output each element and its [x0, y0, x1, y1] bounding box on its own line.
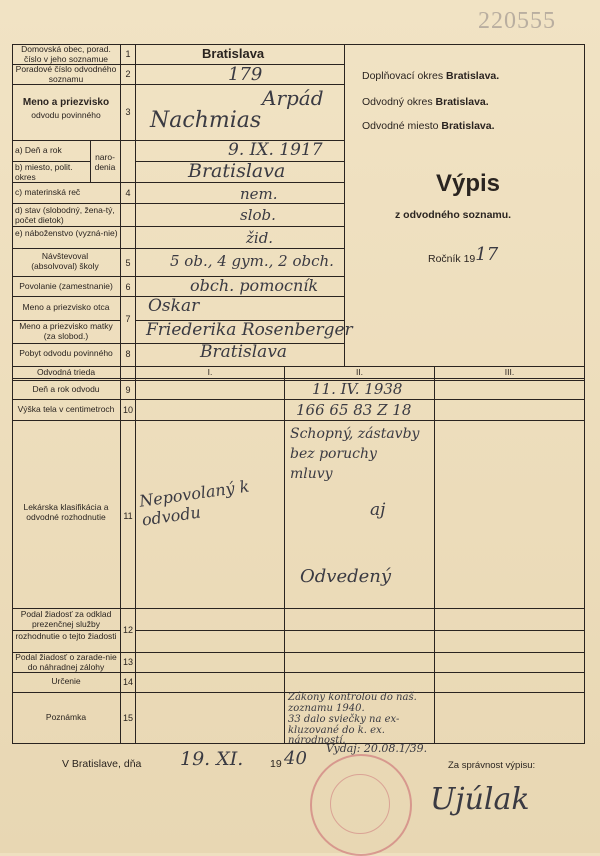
row-number: 8 [125, 349, 131, 359]
footer-spravnost: Za správnost výpisu: [448, 760, 536, 771]
row-number: 11 [123, 511, 133, 521]
value-domovska-obec: Bratislava [202, 46, 265, 61]
document-subtitle: z odvodného soznamu. [395, 209, 512, 221]
class-col-3: III. [504, 367, 515, 377]
row-number: 15 [122, 713, 133, 723]
note-line-2: zoznamu 1940. [288, 703, 365, 714]
value-residence: Bratislava [200, 342, 288, 362]
value-poradove-cislo: 179 [228, 64, 263, 85]
grid-line [284, 366, 285, 743]
label-den-rok: a) Deň a rok [15, 145, 62, 155]
grid-line [344, 44, 345, 366]
grid-line [584, 44, 585, 744]
footer-date: 19. XI. [180, 748, 244, 770]
grid-line [12, 672, 584, 673]
label-nabozenstvo: e) náboženstvo (vyzná-nie) [15, 228, 118, 238]
value-mother-name: Friederika Rosenberger [146, 320, 353, 340]
grid-line [12, 380, 584, 381]
grid-line [12, 366, 584, 367]
label-ziadost-odklad: Podal žiadosť za odklad prezenčnej služby [20, 609, 112, 629]
odvodne-miesto-label: Odvodné miesto [362, 120, 439, 132]
grid-line [12, 203, 344, 204]
odvodne-miesto-value: Bratislava. [441, 120, 495, 132]
label-miesto: b) miesto, polit. okres [15, 162, 73, 182]
row-number: 5 [125, 258, 131, 268]
value-last-name: Nachmias [150, 108, 262, 133]
label-poznamka: Poznámka [45, 712, 87, 722]
grid-line [136, 630, 584, 631]
label-meno-otca: Meno a priezvisko otca [22, 302, 110, 312]
odvodny-okres-value: Bratislava. [435, 96, 489, 108]
label-meno-priezvisko: Meno a priezvisko [22, 97, 110, 108]
row-number: 1 [125, 49, 131, 59]
label-odvodna-trieda: Odvodná trieda [36, 367, 96, 377]
row-number: 10 [122, 405, 133, 415]
row-number: 14 [122, 677, 133, 687]
label-meno-matky: Meno a priezvisko matky (za slobod.) [19, 321, 113, 341]
value-schools: 5 ob., 4 gym., 2 obch. [170, 252, 334, 270]
value-religion: žid. [246, 229, 274, 247]
row-number: 6 [125, 282, 131, 292]
odvodne-miesto [362, 120, 495, 132]
grid-line [136, 182, 344, 183]
grid-line [12, 226, 344, 227]
rocnik-value: 17 [475, 244, 499, 265]
value-draft-date: 11. IV. 1938 [312, 380, 403, 398]
class-col-2: II. [355, 367, 364, 377]
label-den-odvodu: Deň a rok odvodu [32, 384, 100, 394]
class-col-1: I. [207, 367, 213, 377]
grid-line [12, 420, 584, 421]
row-number: 2 [125, 69, 131, 79]
footer-year: 40 [284, 748, 307, 769]
row-number: 13 [122, 657, 133, 667]
label-lekarska-klasifikacia: Lekárska klasifikácia a odvodné rozhodnutie [23, 502, 109, 522]
label-vyska: Výška tela v centimetroch [17, 404, 115, 414]
value-mother-tongue: nem. [240, 185, 278, 203]
notary-seal [310, 754, 412, 856]
value-occupation: obch. pomocník [190, 276, 319, 295]
row-number: 7 [125, 314, 131, 324]
label-urcenie: Určenie [51, 676, 81, 686]
doplnovaci-okres-value: Bratislava. [446, 70, 500, 82]
signature: Ujúlak [430, 782, 530, 817]
document-title: Výpis [436, 170, 501, 197]
grid-line [12, 248, 344, 249]
grid-line [12, 44, 13, 744]
value-classification-col2-a: Schopný, zástavby [290, 426, 420, 442]
odvodny-okres-label: Odvodný okres [362, 96, 433, 108]
seal-inner-ring [330, 774, 390, 834]
value-first-name: Arpád [262, 86, 324, 110]
grid-line [434, 366, 435, 743]
note-line-5: národností. [288, 735, 346, 746]
rocnik [428, 246, 498, 267]
label-domovska-obec: Domovská obec, porad. číslo v jeho soznamue [21, 44, 111, 64]
doplnovaci-okres [362, 70, 499, 82]
value-father-name: Oskar [148, 296, 200, 316]
note-line-4: kluzované do k. ex. [288, 725, 385, 736]
value-birth-place: Bratislava [188, 160, 286, 182]
label-pobyt: Pobyt odvodu povinného [19, 348, 113, 358]
label-materinska-rec: c) materinská reč [15, 187, 81, 197]
note-line-1: Zákony kontrolou do naš. [288, 692, 417, 703]
row-number: 12 [122, 625, 133, 635]
value-classification-col2-c: mluvy [290, 466, 333, 482]
row-number: 4 [125, 188, 131, 198]
grid-line [12, 343, 344, 344]
grid-line [12, 84, 344, 85]
grid-line [135, 44, 136, 744]
value-classification-col2-e: Odvedený [300, 566, 392, 587]
label-narodenia: naro- denia [94, 152, 116, 172]
label-povolanie: Povolanie (zamestnanie) [19, 281, 113, 291]
value-classification-col1: Nepovolaný k odvodu [138, 476, 251, 530]
doplnovaci-okres-label: Doplňovací okres [362, 70, 444, 82]
label-skoly: Návštevoval (absolvoval) školy [31, 251, 99, 271]
label-stav: d) stav (slobodný, žena-tý, počet dietok) [15, 205, 115, 225]
odvodny-okres [362, 96, 489, 108]
label-poradove-cislo: Poradové číslo odvodného soznamu [15, 64, 117, 84]
row-number: 9 [125, 385, 131, 395]
value-birth-date: 9. IX. 1917 [228, 140, 323, 160]
label-ziadost-zaradenie: Podal žiadosť o zarade-nie do náhradnej zálohy [15, 652, 117, 672]
rocnik-label: Ročník 19 [428, 253, 476, 265]
archive-number: 220555 [478, 8, 556, 34]
footer-vydal: Vydaj: 20.08.1/39. [326, 742, 428, 755]
value-classification-col2-b: bez poruchy [290, 446, 377, 462]
footer-place: V Bratislave, dňa [62, 758, 142, 770]
label-rozhodnutie: rozhodnutie o tejto žiadosti [15, 631, 117, 641]
row-number: 3 [125, 107, 131, 117]
note-line-3: 33 dalo sviečky na ex- [288, 714, 400, 725]
label-odvodu-povinneho: odvodu povinného [31, 110, 101, 120]
grid-line [12, 378, 584, 379]
value-marital-status: slob. [240, 206, 276, 224]
value-classification-col2-d: aj [370, 500, 386, 520]
grid-line [12, 399, 584, 400]
value-height: 166 65 83 Z 18 [296, 401, 412, 419]
footer-year-prefix: 19 [270, 758, 282, 770]
